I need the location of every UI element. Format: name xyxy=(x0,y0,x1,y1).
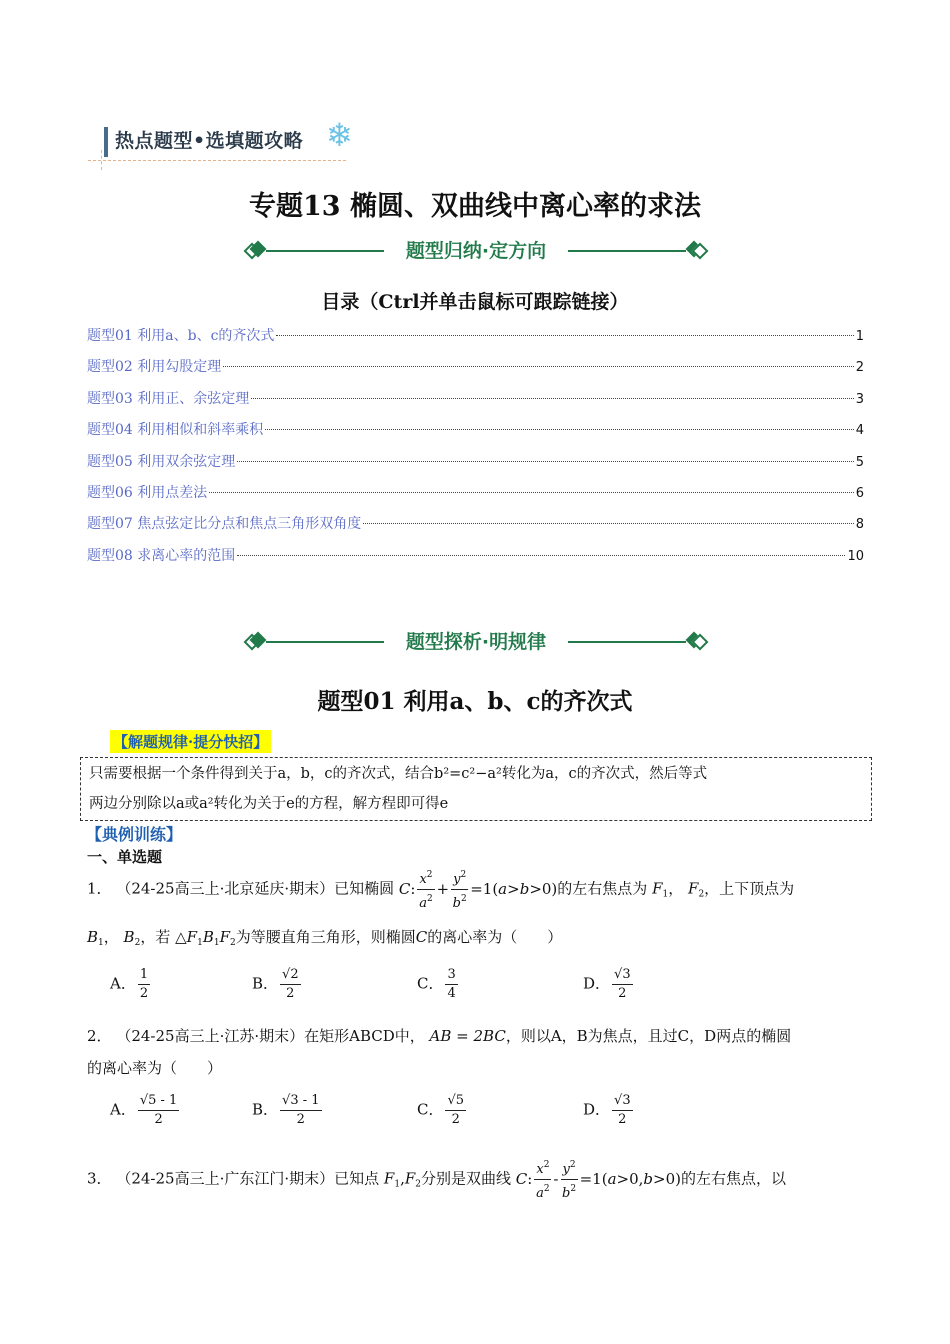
option-letter: C． xyxy=(417,974,444,993)
option-letter: A． xyxy=(110,1100,136,1119)
option-denominator: 2 xyxy=(286,986,295,1001)
toc-item[interactable] xyxy=(87,388,864,419)
option-denominator: 2 xyxy=(296,1112,305,1127)
question-text: ，上下顶点为 xyxy=(704,879,795,898)
toc-item-label[interactable]: 题型02 利用勾股定理 xyxy=(87,359,222,376)
toc-item-label[interactable]: 题型05 利用双余弦定理 xyxy=(87,453,236,470)
option-letter: D． xyxy=(583,1100,611,1119)
option-numerator: √3 - 1 xyxy=(280,1092,321,1111)
option-c[interactable] xyxy=(417,1092,468,1129)
question-text: ，若 xyxy=(140,928,171,946)
header-accent-bar xyxy=(104,127,108,157)
question-text: ，则以A，B为焦点，且过C，D两点的椭圆 xyxy=(505,1027,792,1045)
question-text: 的左右焦点，以 xyxy=(680,1169,786,1188)
question-text: 的离心率为（ ） xyxy=(427,928,563,946)
ellipse-equation: C: $\frac{x^2}{a^2}$ + $\frac{y^2}{b^2}$ =1(a>b>0) xyxy=(399,880,557,898)
rule-box xyxy=(80,757,872,821)
question-text: 在矩形ABCD中， xyxy=(304,1027,425,1045)
snowflake-icon: ❄ xyxy=(326,116,353,154)
header-dash-horizontal xyxy=(88,160,346,161)
option-a[interactable] xyxy=(110,1092,181,1129)
option-d[interactable] xyxy=(583,966,635,1003)
toc-item-page: 5 xyxy=(855,454,864,470)
question-1-line-1: 1． （24-25高三上·北京延庆·期末）已知椭圆 C: $\frac{x^2}{a^2}$ + $\frac{y^2}{b^2}$ =1(a>b>0)的左右焦点为 $F_1$， $F_2$，上下顶点为 xyxy=(87,866,794,913)
option-a[interactable] xyxy=(110,966,152,1003)
question-number: 2． xyxy=(87,1027,112,1045)
toc-item-label[interactable]: 题型06 利用点差法 xyxy=(87,484,208,501)
question-source: （24-25高三上·江苏·期末） xyxy=(116,1027,305,1045)
toc-item[interactable] xyxy=(87,545,864,576)
toc-item[interactable] xyxy=(87,356,864,387)
question-3-line-1: 3． （24-25高三上·广东江门·期末）已知点 $F_1,F_2$分别是双曲线 C: $\frac{x^2}{a^2}$ - $\frac{y^2}{b^2}$ =1(a>0,b>0)的左右焦点，以 xyxy=(87,1156,786,1203)
question-text: 已知椭圆 xyxy=(334,879,395,898)
option-numerator: √5 xyxy=(445,1092,466,1111)
option-letter: C． xyxy=(417,1100,444,1119)
option-denominator: 2 xyxy=(139,986,149,1001)
question-2-line-1 xyxy=(87,1025,791,1046)
question-1-line-2: $B_1$， $B_2$，若 $\triangle F_1B_1F_2$为等腰直角三角形，则椭圆C的离心率为（ ） xyxy=(87,928,563,948)
question-text: 已知点 xyxy=(334,1169,380,1188)
banner-summary-text: 题型归纳·定方向 xyxy=(405,240,547,262)
rule-line-2: 两边分别除以a或a²转化为关于e的方程，解方程即可得e xyxy=(89,796,449,812)
example-tag: 【典例训练】 xyxy=(86,825,183,844)
toc-item-label[interactable]: 题型08 求离心率的范围 xyxy=(87,547,236,564)
toc-title: 目录（Ctrl并单击鼠标可跟踪链接） xyxy=(321,291,629,313)
toc-item-page: 4 xyxy=(855,423,864,439)
hyperbola-equation: C: $\frac{x^2}{a^2}$ - $\frac{y^2}{b^2}$ =1(a>0,b>0) xyxy=(516,1170,681,1188)
table-of-contents xyxy=(87,325,864,576)
option-denominator: 4 xyxy=(447,986,456,1001)
question-number: 3． xyxy=(87,1169,112,1188)
toc-item[interactable] xyxy=(87,451,864,482)
toc-item-page: 8 xyxy=(855,517,864,533)
banner-summary xyxy=(246,236,706,266)
equation: AB = 2BC xyxy=(429,1027,506,1045)
toc-item-label[interactable]: 题型07 焦点弦定比分点和焦点三角形双角度 xyxy=(87,516,362,533)
option-b[interactable] xyxy=(252,966,303,1003)
toc-item-label[interactable]: 题型04 利用相似和斜率乘积 xyxy=(87,422,264,439)
question-2-line-2: 的离心率为（ ） xyxy=(87,1059,223,1077)
toc-item[interactable] xyxy=(87,513,864,544)
option-numerator: √2 xyxy=(280,966,301,985)
option-denominator: 2 xyxy=(154,1112,163,1127)
toc-item-label[interactable]: 题型01 利用a、b、c的齐次式 xyxy=(87,328,275,344)
option-letter: B． xyxy=(252,974,279,993)
toc-item[interactable] xyxy=(87,325,864,356)
toc-item-page: 10 xyxy=(847,548,864,564)
option-letter: B． xyxy=(252,1100,279,1119)
toc-item-label[interactable]: 题型03 利用正、余弦定理 xyxy=(87,390,250,407)
question-category: 一、单选题 xyxy=(87,848,163,866)
banner-explore-text: 题型探析·明规律 xyxy=(405,631,547,653)
question-text: 为等腰直角三角形，则椭圆 xyxy=(235,928,416,946)
question-source: （24-25高三上·广东江门·期末） xyxy=(116,1169,335,1188)
toc-item-page: 3 xyxy=(855,391,864,407)
header-tag: 热点题型•选填题攻略 xyxy=(115,130,304,152)
toc-item-page: 6 xyxy=(855,485,864,501)
document-title: 专题13 椭圆、双曲线中离心率的求法 xyxy=(249,191,701,222)
toc-item[interactable] xyxy=(87,482,864,513)
toc-item-page: 1 xyxy=(855,329,864,344)
option-d[interactable] xyxy=(583,1092,635,1129)
question-text: 分别是双曲线 xyxy=(421,1169,512,1188)
question-number: 1． xyxy=(87,879,112,898)
option-numerator: √3 xyxy=(612,966,633,985)
section-title: 题型01 利用a、b、c的齐次式 xyxy=(317,688,633,715)
question-source: （24-25高三上·北京延庆·期末） xyxy=(116,879,335,898)
rule-tag: 【解题规律·提分快招】 xyxy=(110,730,271,753)
option-numerator: √3 xyxy=(612,1092,633,1111)
option-letter: A． xyxy=(110,974,136,993)
question-text: 的左右焦点为 xyxy=(557,879,648,898)
option-numerator: 1 xyxy=(138,966,150,985)
option-numerator: √5 - 1 xyxy=(138,1092,179,1111)
option-denominator: 2 xyxy=(618,1112,627,1127)
option-c[interactable] xyxy=(417,966,460,1003)
option-b[interactable] xyxy=(252,1092,324,1129)
triangle-expression: $\triangle F_1B_1F_2$ xyxy=(175,928,236,948)
option-denominator: 2 xyxy=(618,986,627,1001)
toc-item[interactable] xyxy=(87,419,864,450)
banner-explore xyxy=(246,627,706,657)
rule-line-1: 只需要根据一个条件得到关于a，b，c的齐次式，结合b²=c²−a²转化为a，c的齐次式，然后等式 xyxy=(89,766,708,782)
option-denominator: 2 xyxy=(451,1112,460,1127)
toc-item-page: 2 xyxy=(855,360,864,376)
option-letter: D． xyxy=(583,974,611,993)
option-numerator: 3 xyxy=(445,966,457,985)
